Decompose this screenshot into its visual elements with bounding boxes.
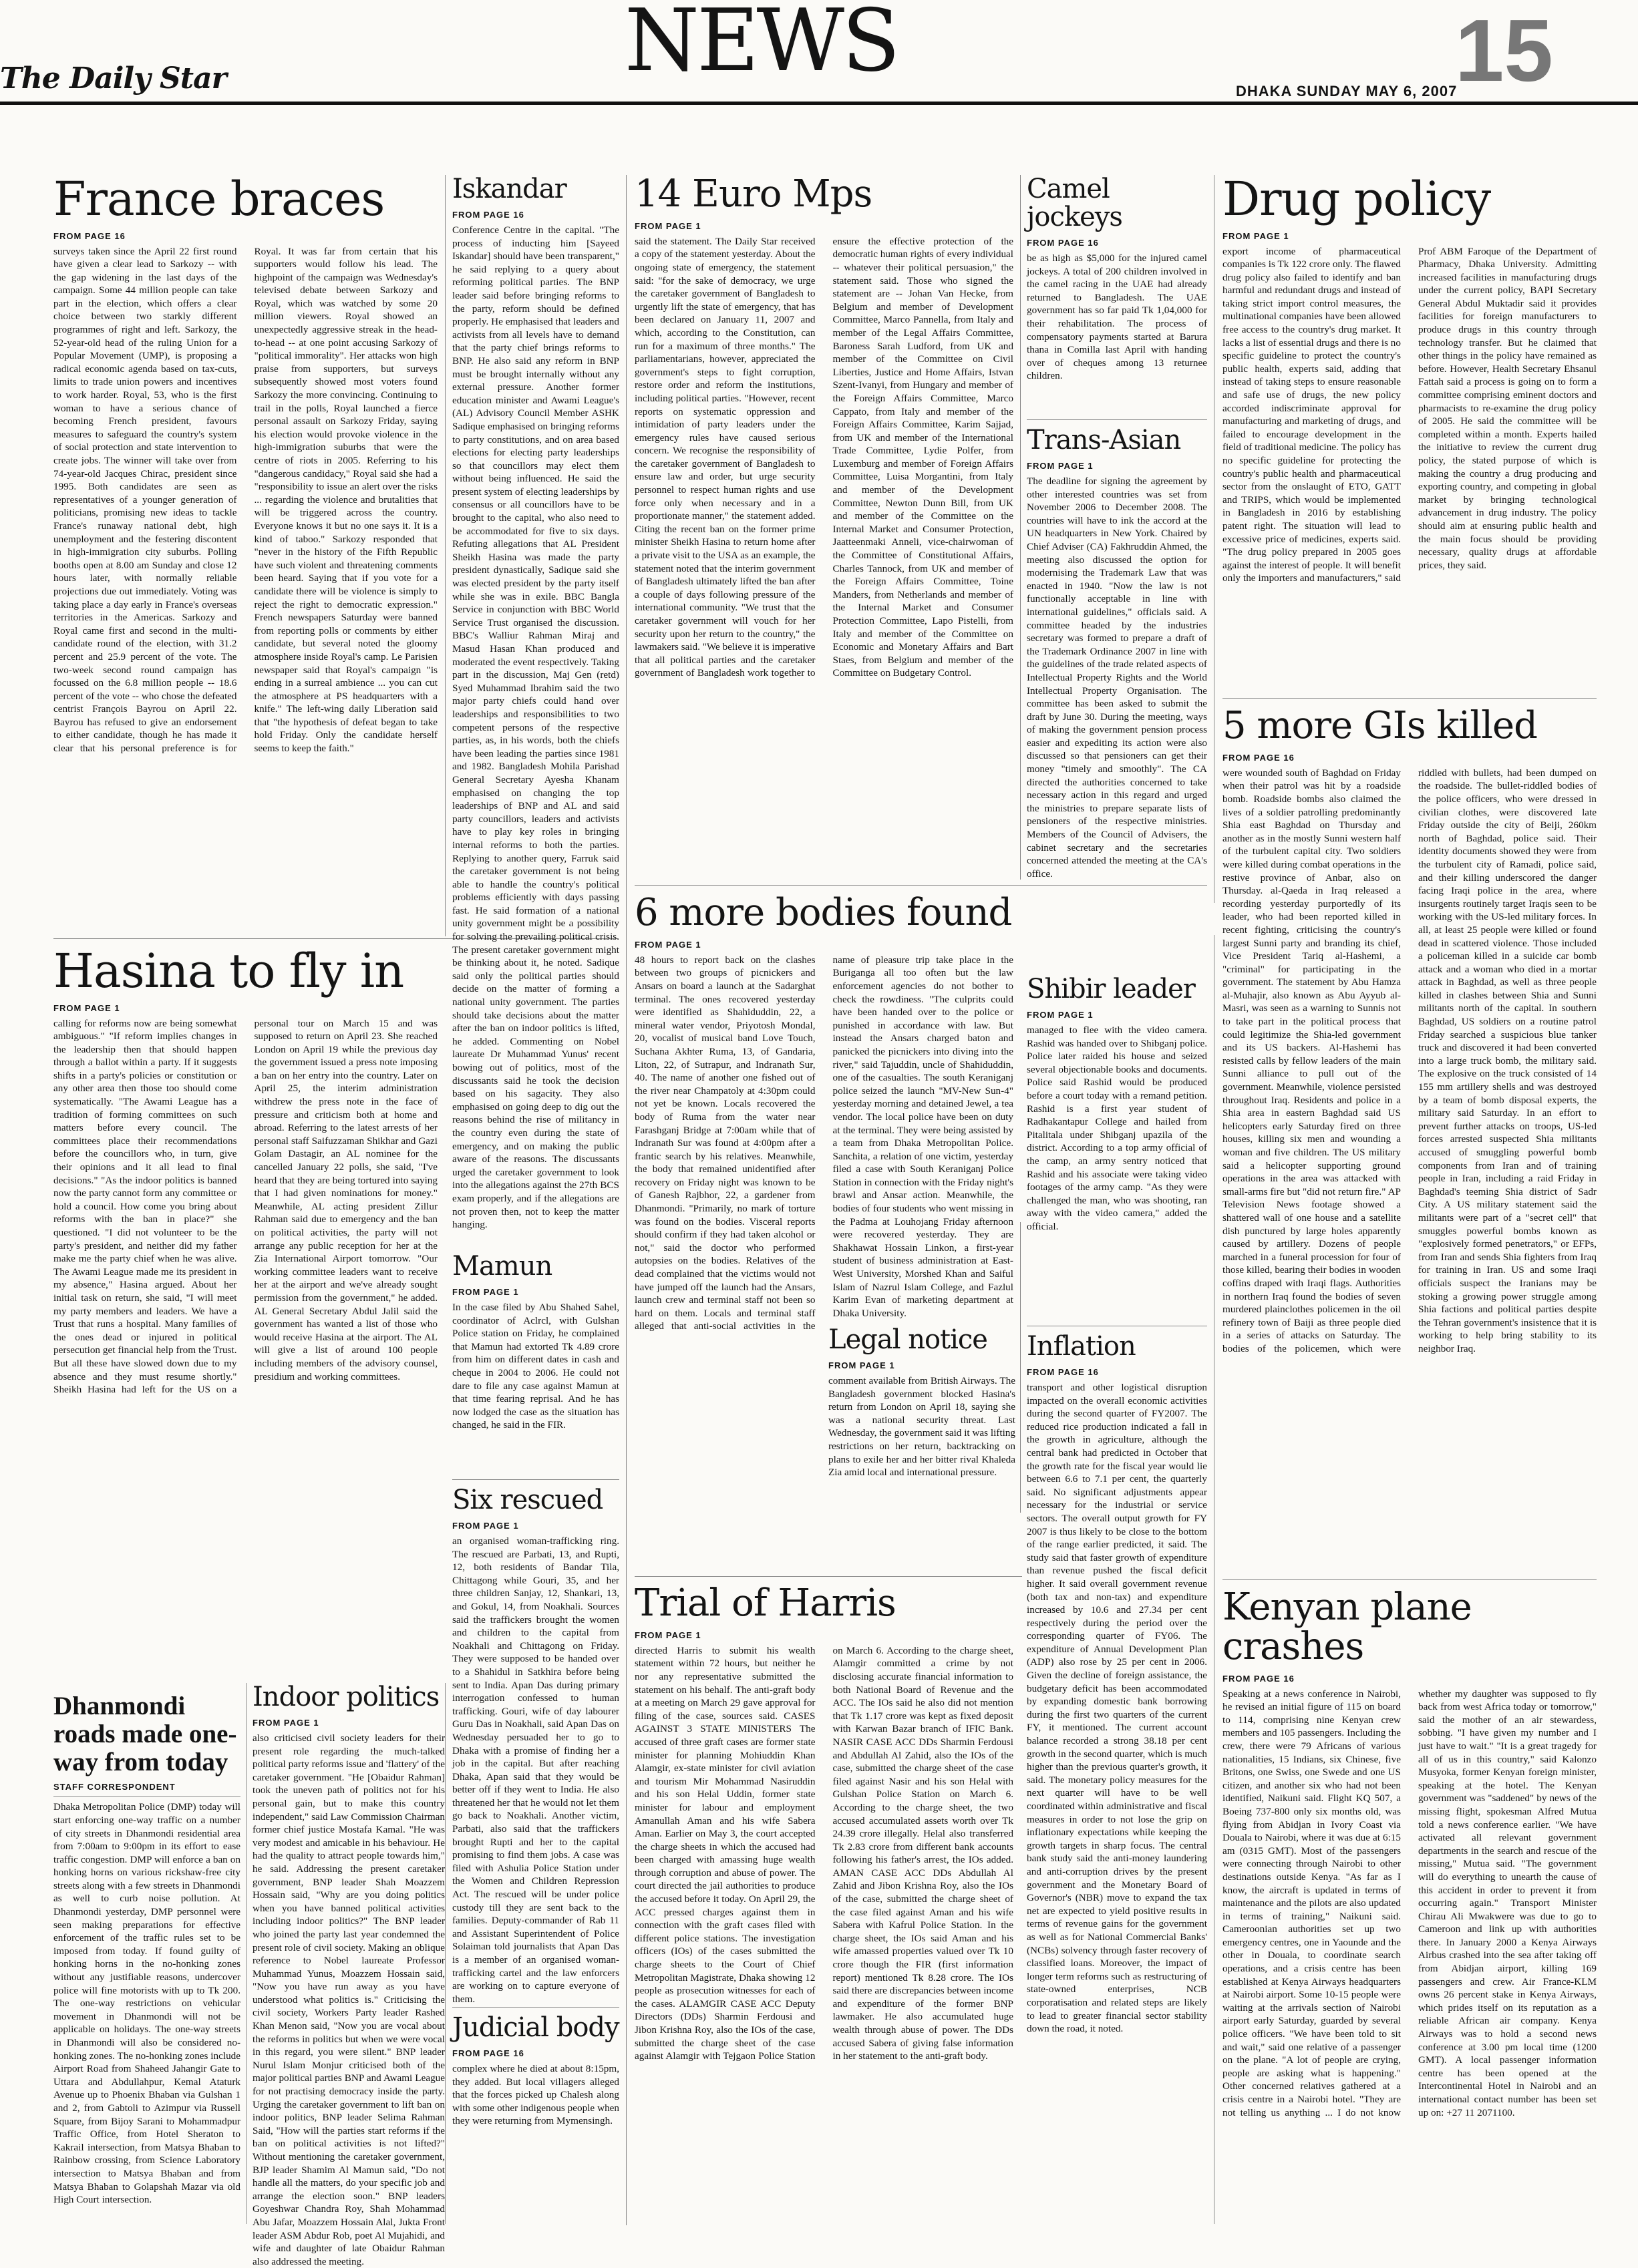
jump-line: FROM PAGE 1 bbox=[253, 1718, 319, 1728]
jump-line: FROM PAGE 1 bbox=[635, 939, 701, 950]
story-divider bbox=[1222, 1579, 1597, 1580]
story-headline: 14 Euro Mps bbox=[635, 172, 872, 216]
jump-line: FROM PAGE 1 bbox=[452, 1521, 519, 1531]
story-body: be as high as $5,000 for the injured camel jockeys. A total of 200 children involved in the camel racing in the UAE had already returned to Bangladesh. The UAE government has so far paid Tk 1,04,000 for their rehabilitation. The process of compensatory payments started at Barura thana in Comilla last April with handing over of cheques among 13 returnee children. bbox=[1027, 252, 1207, 382]
jump-line: FROM PAGE 1 bbox=[53, 1002, 120, 1013]
column-divider bbox=[626, 175, 627, 2225]
jump-line: FROM PAGE 16 bbox=[1027, 238, 1099, 248]
story-body: In the case filed by Abu Shahed Sahel, coordinator of Aclrcl, with Gulshan Police station on Friday, he complained that Mamun had extorted Tk 4.89 crore from him on different dates in cash and cheque in 2004 to 2006. He could not dare to file any case against Mamun at that time fearing reprisal. And he has now lodged the case as the situation has changed, he said in the FIR. bbox=[452, 1302, 619, 1431]
section-title: NEWS bbox=[625, 0, 898, 91]
jump-line: FROM PAGE 1 bbox=[1027, 461, 1094, 471]
story-body: Conference Centre in the capital. "The process of inducting him [Sayeed Iskandar] should have been transparent," he said replying to a query about reforming political parties. The BNP leader said before bringing reforms to the party, reform should be defined properly. He emphasised that leaders and activists from all levels have to demand that the party chief brings reforms to BNP. He also said any reform in BNP must be brought internally without any external pressure. Another former education minister and Awami League's (AL) Advisory Council Member ASHK Sadique emphasised on bringing reforms to party constitutions, and on area based elections for electing party leaderships so that councillors may elect them without being influenced. He said the present system of electing leaderships by consensus or all councillors have to be brought to the capital, who also need to be accommodated for five to six days. Refuting allegations that AL President Sheikh Hasina was made the party president dynastically, Sadique said she was elected president by the party itself while she was in exile. BBC Bangla Service in conjunction with BBC World Service Trust organised the discussion. BBC's Walliur Rahman Miraj and Masud Hasan Khan produced and moderated the event respectively. Taking part in the discussion, Maj Gen (retd) Syed Muhammad Ibrahim said the two major party chiefs could hand over leaderships and responsibilities to two competent persons of the respective parties, as, in his words, both the chiefs have been leading the parties since 1981 and 1982. Bangladesh Mohila Parishad General Secretary Ayesha Khanam emphasised on changing the top leaderships of BNP and AL and said party councillors, leaders and activists have to play key roles in bringing internal reforms to both the parties. Replying to another query, Farruk said the caretaker government is not being able to handle the country's political problems efficiently with days passing fast. He said formation of a national unity government might be a possibility for solving the prevailing political crisis. The present caretaker government might be thinking about it, he noted. Sadique said only the political parties should decide on the matter of forming a national unity government. The parties should take decisions about the matter after the ban on indoor politics is lifted, he added. Commenting on Nobel laureate Dr Muhammad Yunus' recent bowing out of politics, most of the discussants said he took the decision based on his sagacity. They also emphasised on going deep to dig out the reasons behind the rise of militancy in the country even during the state of emergency, and on making the public aware of the reasons. The discussants urged the caretaker government to look into the allegations against the 27th BCS exam properly, and if the allegations are not proven then, not to keep the matter hanging. bbox=[452, 224, 619, 1231]
story-indoor bbox=[253, 1682, 445, 2267]
story-headline: Camel jockeys bbox=[1027, 174, 1122, 232]
story-body: directed Harris to submit his wealth statement within 72 hours, but neither he nor any representative submitted the statement on his behalf. The anti-graft body at a meeting on March 29 gave approval for filing of the case, sources said. CASES AGAINST 3 STATE MINISTERS The accused of three graft cases are former state minister for planning Mohiuddin Khan Alamgir, ex-state minister for civil aviation and tourism Mir Mohammad Nasiruddin and his son Helal Uddin, former state minister for labour and employment Amanullah Aman and his wife Sabera Aman. Earlier on May 3, the court accepted the charge sheets in which the accused had been charged with amassing huge wealth through corruption and abuse of power. The court directed the jail authorities to produce the accused before it today. On April 29, the ACC pressed charges against them in connection with the graft cases filed with different police stations. The investigation officers (IOs) of the cases submitted the charge sheets to the Court of Chief Metropolitan Magistrate, Dhaka showing 12 people as prosecution witnesses for each of the cases. ALAMGIR CASE ACC Deputy Directors (DDs) Sharmin Ferdousi and Jibon Krishna Roy, also the IOs of the case, submitted the charge sheet of the case against Alamgir with Tejgaon Police Station on March 6. According to the charge sheet, Alamgir committed a crime by not disclosing accurate financial information to both National Board of Revenue and the ACC. The IOs said he also did not mention that Tk 1.17 crore was kept as fixed deposit with Karwan Bazar branch of IFIC Bank. NASIR CASE ACC DDs Sharmin Ferdousi and Abdullah Al Zahid, also the IOs of the case, submitted the charge sheet of the case filed against Nasir and his son Helal with Gulshan Police Station on March 6. According to the charge sheet, the two accused accumulated assets worth over Tk 24.39 crore illegally. Helal also transferred Tk 2.83 crore from different bank accounts following his father's arrest, the IOs added. AMAN CASE ACC DDs Abdullah Al Zahid and Jibon Krishna Roy, also the IOs of the case, submitted the charge sheet of the case filed against Aman and his wife Sabera with Kafrul Police Station. In the charge sheet, the IOs said Aman and his wife amassed properties valued over Tk 10 crore though the FIR (first information report) mentioned Tk 8.28 crore. The IOs said there are discrepancies between income and expenditure of the former BNP lawmaker. He also accumulated huge wealth through abuse of power. The DDs accused Sabera of giving false information in her statement to the anti-graft body. bbox=[635, 1644, 1013, 2062]
story-divider bbox=[1222, 698, 1597, 699]
story-body: comment available from British Airways. The Bangladesh government blocked Hasina's return from London on April 18, saying she was a national security threat. Last Wednesday, the government said it was lifting restrictions on her return, backtracking on plans to exile her and her bitter rival Khaleda Zia amid local and international pressure. bbox=[828, 1375, 1015, 1479]
story-body: surveys taken since the April 22 first round have given a clear lead to Sarkozy -- with the gap widening in the last days of the campaign. Some 44 million people can take part in the election, which offers a clear choice between two starkly different programmes of right and left. Sarkozy, the 52-year-old head of the ruling Union for a Popular Movement (UMP), is proposing a radical economic agenda based on tax-cuts, limits to trade union powers and incentives to work harder. Royal, 53, who is the first woman to have a serious chance of becoming French president, favours measures to safeguard the country's system of social protection and state intervention to create jobs. The winner will take over from 74-year-old Jacques Chirac, president since 1995. Both candidates are seen as representatives of a younger generation of politicians, promising new ideas to tackle France's runaway national debt, high unemployment and the festering discontent in high-immigration city suburbs. Polling booths open at 8.00 am Sunday and close 12 hours later, with normally reliable projections due out immediately. Voting was taking place a day early in France's overseas territories in the Americas. Sarkozy and Royal came first and second in the multi-candidate round of the election, with 31.2 percent and 25.9 percent of the vote. The two-week second round campaign has focussed on the 6.8 million people -- 18.6 percent of the vote -- who chose the defeated centrist François Bayrou on April 22. Bayrou has refused to give an endorsement to either candidate, though he has made it clear that his personal preference is for Royal. It was far from certain that his supporters would follow his lead. The highpoint of the campaign was Wednesday's televised debate between Sarkozy and Royal, which was watched by some 20 million viewers. Royal showed an unexpectedly aggressive streak in the head-to-head -- at one point accusing Sarkozy of "political immorality". Her attacks won high praise from supporters, but surveys subsequently showed most voters found Sarkozy the more convincing. Continuing to trail in the polls, Royal launched a fierce personal assault on Sarkozy Friday, saying his election would provoke violence in the high-immigration suburbs that were the centre of riots in 2005. Referring to his "dangerous candidacy," Royal said she had a "responsibility to issue an alert over the risks ... regarding the violence and brutalities that will be triggered across the country. Everyone knows it but no one says it. It is a kind of taboo." Sarkozy responded that "never in the history of the Fifth Republic have such violent and threatening comments been heard. Saying that if you vote for a candidate there will be violence is simply to reject the right to democratic expression." French newspapers Saturday were banned from reporting polls or comments by either candidate, but several noted the gloomy atmosphere inside Royal's camp. Le Parisien newspaper said that Royal's campaign "is ending in a surreal ambience ... you can cut the atmosphere at PS headquarters with a knife." The left-wing daily Liberation said that "the hypothesis of defeat began to take hold Friday. Only the candidate herself seems to keep the faith." bbox=[53, 245, 438, 755]
story-dhanmondi bbox=[53, 1683, 240, 2224]
story-divider bbox=[1027, 419, 1207, 420]
story-headline: Dhanmondi roads made one-way from today bbox=[53, 1692, 237, 1777]
story-six-rescued bbox=[452, 1485, 619, 2005]
jump-line: FROM PAGE 16 bbox=[452, 210, 524, 220]
story-divider bbox=[452, 2007, 619, 2008]
story-body: an organised woman-trafficking ring. The rescued are Parbati, 13, and Rupti, 12, both residents of Bandar Tila, Chittagong while Gouri, 35, and her three children Sanjay, 12, Shankari, 13, and Gokul, 14, from Noakhali. Sources said the traffickers brought the women and children to the capital from Noakhali and Chittagong on Friday. They were supposed to be handed over to a Shahidul in Satkhira before being sent to India. Apan Das during primary interrogation confessed to human trafficking. Gouri, wife of day labourer Guru Das in Noakhali, said Apan Das on Wednesday persuaded her to go to Dhaka with a promise of finding her a job in the capital. But after reaching Dhaka, Apan said that they would be better off if they went to India. He also threatened her that he would not let them go back to Noakhali. Another victim, Parbati, also said that the traffickers brought Rupti and her to the capital promising to find them jobs. A case was filed with Ashulia Police Station under the Women and Children Repression Act. The rescued will be under police custody till they are sent back to the families. Deputy-commander of Rab 11 and Assistant Superintendent of Police Solaiman told journalists that Apan Das is a member of an organised woman-trafficking cartel and the law enforcers are working on to capture everyone of them. bbox=[452, 1535, 619, 2005]
story-france bbox=[53, 172, 438, 936]
jump-line: FROM PAGE 1 bbox=[1027, 1010, 1094, 1020]
jump-line: FROM PAGE 16 bbox=[1027, 1367, 1099, 1377]
jump-line: FROM PAGE 1 bbox=[452, 1287, 519, 1297]
column-divider bbox=[445, 175, 446, 936]
story-camel bbox=[1027, 175, 1207, 415]
story-body: were wounded south of Baghdad on Friday when their patrol was hit by a roadside bomb. Roadside bombs also claimed the lives of a soldier patrolling predominantly Shia east Baghdad on Thursday and another as in the mostly Sunni western half of the turbulent capital city. Two soldiers were killed during combat operations in the restive province of Anbar, also on Thursday. al-Qaeda in Iraq released a recording yesterday purportedly of its leader, who had been reported killed in recent fighting, criticising the country's largest Sunni party and branding its chief, Vice President Tariq al-Hashemi, a "criminal" for participating in the government. The statement by Abu Hamza al-Muhajir, also known as Abu Ayyub al-Masri, was seen as a warning to Sunnis not to take part in the political process that could legitimize the Shia-led government and its US backers. Al-Hashemi has resisted calls by fellow leaders of the main Sunni alliance to pull out of the government. Meanwhile, violence persisted throughout Iraq. Residents and police in a Shia area in eastern Baghdad said US helicopters early Saturday fired on three houses, killing six men and wounding a woman and five children. The US military said a helicopter supporting ground operations in the area was attacked with small-arms fire but "did not return fire." AP Television News footage showed a shattered wall of one house and a satellite dish punctured by large holes apparently caused by artillery. Dozens of people marched in a funeral procession for four of those killed, bearing their bodies in wooden coffins draped with Iraqi flags. Authorities in northern Iraq found the bodies of seven murdered plainclothes policemen in the oil refinery town of Baiji as three people died in a series of attacks on Saturday. The bodies of the policemen, which were riddled with bullets, had been dumped on the roadside. The bullet-riddled bodies of the police officers, who were dressed in civilian clothes, were discovered late Friday outside the city of Beiji, 260km north of Baghdad, police said. Their identity documents showed they were from the turbulent city of Ramadi, police said, and their killing underscored the danger facing Iraqi police in the area, where insurgents routinely target Iraqis seen to be working with the US-led military forces. In all, at least 25 people were killed or found dead in scattered violence. Those included a policeman killed in a suicide car bomb attack and a woman who died in a mortar attack in Baghdad, as well as three people killed in clashes between Shia and Sunni militants north of the capital. In southern Baghdad, US soldiers on a routine patrol Friday searched a suspicious blue tanker truck and discovered it had been converted into a large truck bomb, the military said. The explosive on the truck consisted of 14 155 mm artillery shells and was destroyed by a team of bomb disposal experts, the military said Saturday. In an effort to prevent further attacks on troops, US-led forces arrested suspected Shia militants accused of smuggling powerful bomb components from Iran and of training people in Iran, including a raid Friday in Baghdad's teeming Shia district of Sadr City. A US military statement said the militants were part of a "secret cell" that smuggles powerful bombs known as "explosively formed penetrators," or EFPs, from Iran and sends Shia fighters from Iraq for training in Iran. US and some Iraqi officials suspect the Iranians may be stoking a growing power struggle among Shia factions and political parties despite the Tehran government's insistence that it is working to help bring stability to its neighbor Iraq. bbox=[1222, 767, 1597, 1354]
page-number: 15 bbox=[1455, 1, 1553, 100]
story-headline: Six rescued bbox=[452, 1485, 603, 1515]
story-body: calling for reforms now are being somewhat ambiguous." "If reform implies changes in the leadership then that should happen through a ballot within a party. If it suggests shifts in a party's policies or constitution or any other area then those too should come systematically. "The Awami League has a tradition of forming committees on such matters before every council. The committees place their recommendations before the councillors who, in turn, give their opinions and it all lead to final decisions." "As the indoor politics is banned now the party cannot form any committee or hold a council. How come you bring about reforms with the ban in place?" she questioned. "I did not volunteer to be the party's president, and neither did my father make me the party chief when he was alive. The Awami League made me its president in my absence," Hasina argued. About her initial task on return, she said, "I will meet my party members and leaders. We have a Trust that runs a hospital. Many families of the ones dead or injured in political persecution get financial help from the Trust. But all these have slowed down due to my absence and they must resume shortly." Sheikh Hasina had left for the US on a personal tour on March 15 and was supposed to return on April 23. She reached London on April 19 while the previous day the government issued a press note imposing a ban on her entry into the country. Later on April 25, the interim administration withdrew the press note in the face of pressure and criticism both at home and abroad. Referring to the latest arrests of her personal staff Saifuzzaman Shikhar and Gazi Golam Dastagir, an AL nominee for the cancelled January 22 polls, she said, "I've heard that they are being tortured into saying that I had given nominations for money." Meanwhile, AL acting president Zillur Rahman said due to emergency and the ban on political activities, the party will not arrange any public reception for her at the Zia International Airport tomorrow. "Our working committee leaders want to receive her at the airport and we've already sought permission from the government," he added. AL General Secretary Abdul Jalil said the government has wanted a list of those who would receive Hasina at the airport. The AL will give a list of around 100 people including members of the advisory counsel, presidium and working committees. bbox=[53, 1017, 438, 1396]
story-headline: Hasina to fly in bbox=[53, 944, 404, 998]
dateline: DHAKA SUNDAY MAY 6, 2007 bbox=[1236, 83, 1458, 100]
story-body: Speaking at a news conference in Nairobi, he revised an initial figure of 115 on board to 114, comprising nine Kenyan crew members and 105 passengers. Including the crew, there were 79 Africans of various nationalities, 15 Indians, six Chinese, five Britons, one Swiss, one Swede and one US citizen, and another six who had not been identified, Naikuni said. Flight KQ 507, a Boeing 737-800 only six months old, was flying from Abidjan in Ivory Coast via Douala to Nairobi, where it was due at 6:15 am (0315 GMT). Most of the passengers were connecting through Nairobi to other destinations outside Kenya. "As far as I know, the aircraft is updated in terms of maintenance and the pilots are also updated in terms of training," Naikuni said. Cameroonian authorities set up two emergency centres, one in Yaounde and the other in Douala, to coordinate search operations, and a crisis centre has been established at Kenya Airways headquarters at Nairobi airport. Some 10-15 people were waiting at the arrivals section of Nairobi airport early Saturday, guarded by several police officers. "We have been told to sit and wait," said one relative of a passenger on the plane. "A lot of people are crying, people are asking what is happening." Other concerned relatives gathered at a crisis centre in a Nairobi hotel. "They are not telling us anything ... I do not know whether my daughter was supposed to fly back from west Africa today or tomorrow," said the mother of an air stewardess, sobbing. "I have given my number and I just have to wait." "It is a great tragedy for all of us in this country," said Kalonzo Musyoka, former Kenyan foreign minister, speaking at the hotel. The Kenyan government was "saddened" by news of the missing flight, spokesman Alfred Mutua told a news conference earlier. "We have activated all relevant government departments in the search and rescue of the missing," Mutua said. "The government will do everything to unearth the cause of this accident in order to prevent it from occurring again." Transport Minister Chirau Ali Mwakwere was due to go to Cameroon and link up with authorities there. In January 2000 a Kenya Airways Airbus crashed into the sea after taking off from Abidjan airport, killing 169 passengers and crew. Air France-KLM owns 26 percent stake in Kenya Airways, which prides itself on its reputation as a reliable African air company. Kenya Airways was to hold a second news conference at 3.00 pm local time (1200 GMT). A local passenger information centre has been opened at the Intercontinental Hotel in Nairobi and an international contact number has been set up on: +27 11 2071100. bbox=[1222, 1688, 1597, 2118]
story-headline: Legal notice bbox=[828, 1324, 987, 1355]
story-judicial bbox=[452, 2014, 619, 2224]
story-drug-policy bbox=[1222, 172, 1597, 693]
story-divider bbox=[452, 1479, 619, 1480]
masthead bbox=[0, 0, 1557, 100]
story-headline: Mamun bbox=[452, 1251, 552, 1282]
story-headline: 5 more GIs killed bbox=[1222, 704, 1538, 747]
story-mamun bbox=[452, 1252, 619, 1473]
story-body: export income of pharmaceutical companies is Tk 122 crore only. The flawed drug policy also failed to identify and ban harmful and redundant drugs and instead of taking strict import control measures, the multinational companies have been allowed free access to the country's drug market. It lacks a list of essential drugs and there is no specific guideline to protect the country's public health, experts said, adding that instead of taking steps to ensure reasonable and safe use of drugs, the new policy accorded indiscriminate approval for manufacturing and marketing of drugs, and failed to encourage development in the field of traditional medicine. The policy has no specific guideline for protecting the country's public health and pharmaceutical sector from the onslaught of ETO, GATT and TRIPS, which would be implemented in Bangladesh in 2016 by establishing patent right. The situation will lead to excessive price of medicines, experts said. "The drug policy prepared in 2005 goes against the interest of people. It will benefit only the importers and manufacturers," said Prof ABM Faroque of the Department of Pharmacy, Dhaka University. Admitting increased facilities in manufacturing drugs under the current policy, BAPI Secretary General Abdul Muktadir said it provides facilities for foreign manufacturers to produce drugs in this country through technology transfer. But he claimed that other things in the policy have remained as before. However, Health Secretary Ehsanul Fattah said a process is going on to form a committee comprising eminent doctors and pharmacists to re-examine the drug policy of 2005. He said the committee will be completed within a month. Experts hailed the initiative to review the current drug policy, the stated purpose of which is making the country a drug producing and exporting country, and competing in global market by bringing technological advancement in drug industry. The policy should aim at ensuring public health and the main focus should be providing necessary, quality drugs at affordable prices, they said. bbox=[1222, 245, 1597, 584]
story-headline: Inflation bbox=[1027, 1331, 1136, 1362]
story-harris bbox=[635, 1581, 1013, 2224]
story-headline: Drug policy bbox=[1222, 172, 1491, 226]
story-divider bbox=[635, 885, 1207, 886]
story-headline: Trial of Harris bbox=[635, 1581, 896, 1625]
story-headline: Trans-Asian bbox=[1027, 425, 1181, 455]
byline: STAFF CORRESPONDENT bbox=[53, 1782, 240, 1797]
story-gis-killed bbox=[1222, 704, 1597, 1575]
story-hasina bbox=[53, 944, 438, 1675]
story-body: transport and other logistical disruption impacted on the overall economic activities during the second quarter of FY2007. The reduced rice production indicated a fall in the growth in agriculture, although the central bank had predicted in October that the growth rate for the fiscal year would lie between 6.6 to 7.1 per cent, the quarterly said. No significant adjustments appear necessary for the industrial or service sectors. The overall output growth for FY 2007 is thus likely to be close to the bottom of the range earlier predicted, it said. The study said that faster growth of expenditure than revenue pushed the fiscal deficit higher. It said overall government revenue (both tax and non-tax) and expenditure increased by 10.6 and 27.34 per cent respectively during the period over the corresponding quarter of FY06. The expenditure of Annual Development Plan (ADP) also rose by 25 per cent in 2006. Given the decline of foreign assistance, the budgetary deficit has been accommodated by expanding domestic bank borrowing during the first two quarters of the current FY, it mentioned. The current account balance recorded a strong 38.18 per cent growth in the second quarter, which is much higher than the previous quarter's growth, it said. The monetary policy measures for the next quarter will have to be well coordinated within administrative and fiscal measures in order to not lose the grip on inflationary expectations while keeping the growth targets in sharp focus. The central bank study said the anti-money laundering and anti-corruption drives by the present government and the Monetary Board of Governor's (NBR) move to expand the tax net are expected to yield positive results in terms of revenue gains for the government as well as for National Commercial Banks' (NCBs) solvency through faster recovery of classified loans. Moreover, the impact of longer term reforms such as restructuring of state-owned enterprises, NCB corporatisation and related steps are likely to lead to greater financial sector stability down the road, it noted. bbox=[1027, 1382, 1207, 2035]
story-inflation bbox=[1027, 1332, 1207, 2224]
story-headline: France braces bbox=[53, 172, 385, 226]
story-body: managed to flee with the video camera. Rashid was handed over to Shibganj police. Police later raided his house and seized several objectionable books and documents. Police said Rashid would be produced before a court today with a remand petition. Rashid is a first year student of Radhakantapur College and hailed from Pitalitala under Shibganj upazila of the district. According to a top army official of the camp, an army sentry noticed that Rashid and his associate were taking video footages of the army camp. "As they were challenged the man, who was shooting, ran away with the video camera," added the official. bbox=[1027, 1024, 1207, 1232]
story-body: said the statement. The Daily Star received a copy of the statement yesterday. About the ongoing state of emergency, the statement said: "for the sake of democracy, we urge the caretaker government of Bangladesh to urgently lift the state of emergency, that has been declared on January 11, 2007 and which, according to the Constitution, can run for a maximum of three months." The parliamentarians, however, appreciated the government's steps to fight corruption, restore order and reform the institutions, including political parties. "However, recent reports on systematic oppression and intimidation of party leaders under the emergency rules have caused serious concern. We recognise the responsibility of the caretaker government of Bangladesh to ensure law and order, but urge security personnel to respect human rights and use force only when necessary and in a proportionate manner," the statement added. Citing the recent ban on the former prime minister Sheikh Hasina to return home after a private visit to the USA as an example, the statement noted that the interim government of Bangladesh ultimately lifted the ban after a couple of days following pressure of the international community. "We trust that the caretaker government will vouch for her security upon her return to the country," the lawmakers said. "We believe it is imperative that all political parties and the caretaker government of Bangladesh work together to ensure the effective protection of the democratic human rights of every individual -- whatever their political persuasion," the statement said. Those who signed the statement are -- Johan Van Hecke, from Belgium and member of Development Committee, Marco Pannella, from Italy and member of the Legal Affairs Committee, Baroness Sarah Ludford, from UK and member of the Committee on Civil Liberties, Justice and Home Affairs, Istvan Szent-Ivanyi, from Hungary and member of the Foreign Affairs Committee, Marco Cappato, from Italy and member of the Foreign Affairs Committee, Karim Sajjad, from UK and member of the International Trade Committee, Lydie Polfer, from Luxemburg and member of Foreign Affairs Committee, Luisa Morgantini, from Italy and member of the Development Committee, Newton Dunn Bill, from UK and member of the Committee on the Internal Market and Consumer Protection, Jaatteenmaki Anneli, vice-chairwoman of the Committee of Constitutional Affairs, Charles Tannock, from UK and member of the Foreign Affairs Committee, Toine Manders, from Netherlands and member of the Internal Market and Consumer Protection Committee, Lapo Pistelli, from Italy and member of the Committee on Economic and Monetary Affairs and Bart Staes, from Belgium and member of the Committee on Budgetary Control. bbox=[635, 235, 1013, 679]
story-body: also criticised civil society leaders for their present role regarding the much-talked political party reforms issue and 'flattery' of the caretaker government. "He [Obaidur Rahman] took the uneven path of politics not for his personal gain, but to make this country independent," said Law Commission Chairman former chief justice Mostafa Kamal. "He was very modest and amicable in his behaviour. He had the quality to attract people towards him," he said. Addressing the present caretaker government, BNP leader Shah Moazzem Hossain said, "Why are you doing politics when you have banned political activities including indoor politics?" The BNP leader who joined the party last year condemned the present role of civil society. Making an oblique reference to Nobel laureate Professor Muhammad Yunus, Moazzem Hossain said, "Now you have run away as you have understood what politics is." Criticising the civil society, Workers Party leader Rashed Khan Menon said, "Now you are vocal about the reforms in politics but when we were vocal in this regard, you were silent." BNP leader Nurul Islam Monjur criticised both of the major political parties BNP and Awami League for not practising democracy inside the party. Urging the caretaker government to lift ban on indoor politics, BNP leader Selima Rahman Said, "How will the parties start reforms if the ban on political activities is not lifted?" Without mentioning the caretaker government, BJP leader Shamim Al Mamun said, "Do not handle all the matters, do your specific job and arrange the election soon." BNP leaders Goyeshwar Chandra Roy, Shah Mohammad Abu Jafar, Moazzem Hossain Alal, Jukta Front leader ASM Abdur Rob, poet Al Mujahidi, and wife and daughter of late Obaidur Rahman also addressed the meeting. bbox=[253, 1732, 445, 2267]
masthead-rule bbox=[0, 102, 1638, 105]
story-trans-asian bbox=[1027, 426, 1207, 880]
story-body: Dhaka Metropolitan Police (DMP) today will start enforcing one-way traffic on a number of city streets in Dhanmondi residential area from 7:00am to 9:00pm in its effort to ease traffic congestion. DMP will enforce a ban on honking horns on various rickshaw-free city streets along with a few streets in Dhanmondi as well to curb noise pollution. At Dhanmondi yesterday, DMP personnel were seen making preparations for effective enforcement of the traffic rules set to be imposed from today. If found guilty of honking horns in the no-honking zones without any justifiable reasons, undercover police will fine motorists with up to Tk 200. The one-way restrictions on vehicular movement in Dhanmondi will not be applicable on holidays. The one-way streets in Dhanmondi will also be considered no-honking zones. The no-honking zones include Airport Road from Shaheed Jahangir Gate to Uttara and Abdullahpur, Kemal Ataturk Avenue up to Phoenix Bhaban via Gulshan 1 and 2, from Gabtoli to Azimpur via Russell Square, from Bijoy Sarani to Mohammadpur Traffic Office, from Hotel Sheraton to Kakrail intersection, from Matsya Bhaban to Rainbow crossing, from Science Laboratory intersection to Matsya Bhaban and from Matsya Bhaban to Golapshah Mazar via old High Court intersection. bbox=[53, 1801, 240, 2206]
story-headline: Indoor politics bbox=[253, 1682, 440, 1712]
story-headline: Shibir leader bbox=[1027, 974, 1195, 1004]
story-iskandar bbox=[452, 175, 619, 1244]
newspaper-logo: The Daily Star bbox=[0, 61, 226, 96]
column-divider bbox=[445, 1683, 446, 2224]
story-headline: 6 more bodies found bbox=[635, 891, 1012, 934]
jump-line: FROM PAGE 16 bbox=[1222, 752, 1295, 763]
jump-line: FROM PAGE 1 bbox=[635, 220, 701, 231]
story-divider bbox=[635, 1576, 1022, 1577]
jump-line: FROM PAGE 16 bbox=[53, 230, 126, 241]
story-euro-mps bbox=[635, 172, 1013, 880]
story-body: The deadline for signing the agreement by other interested countries was set from November 2006 to December 2008. The countries will have to ink the accord at the UN headquarters in New York. Chaired by Chief Adviser (CA) Fakhruddin Ahmed, the meeting also discussed the option for modernising the Trademark Law that was enacted in 1940. "Now the law is not functionally acceptable in line with international guidelines," officials said. A committee headed by the industries secretary was formed to prepare a draft of the Trademark Ordinance 2007 in line with the guidelines of the trade related aspects of Intellectual Property Rights and the World Intellectual Property Organisation. The committee has been asked to submit the draft by June 30. During the meeting, ways of making the government pension process easier and expediting its action were also discussed so that pensioners can get their money "timely and smoothly". The CA directed the authorities concerned to take necessary action in this regard and urged the ministries to prepare separate lists of pensioners of the respective ministries. Members of the Council of Advisers, the cabinet secretary and the secretaries concerned attended the meeting at the CA's office. bbox=[1027, 476, 1207, 880]
story-headline: Kenyan plane crashes bbox=[1222, 1585, 1472, 1668]
story-headline: Iskandar bbox=[452, 174, 566, 204]
column-divider bbox=[246, 1683, 247, 2224]
column-divider bbox=[1020, 175, 1021, 880]
jump-line: FROM PAGE 1 bbox=[635, 1630, 701, 1640]
story-headline: Judicial body bbox=[452, 2012, 619, 2043]
story-body: 48 hours to report back on the clashes between two groups of picnickers and Ansars on board a launch at the Sadarghat terminal. The ones recovered yesterday were identified as Shahiduddin, 22, a mineral water vendor, Priyotosh Mondal, 20, vocalist of musical band Love Touch, Suchana Akhter Ruma, 13, of Gandaria, Liton, 22, of Sutrapur, and Indranath Sur, 40. The name of another one fished out of the river near Champatoly at 4:30pm could not yet be known. Locals recovered the body of Ruma from the water near Farashganj Bridge at 7:00am while that of Indranath Sur was found at 4:00pm after a frantic search by his relatives. Meanwhile, the body that remained unidentified after recovery on Friday night was known to be of Ganesh Rajbhor, 22, a gardener from Dhanmondi. "Primarily, no mark of torture was found on the bodies. Visceral reports should confirm if they had taken alcohol or not," said the doctor who performed autopsies on the bodies. Relatives of the dead complained that the victims would not have jumped off the launch had the Ansars, launch crew and terminal staff not been so hard on them. Locals and terminal staff alleged that anti-social activities in the name of pleasure trip take place in the Buriganga all too often but the law enforcement agencies do not bother to check the rowdiness. "The culprits could have been handed over to the police or punished in accordance with law. But instead the Ansars charged baton and panicked the picnickers into diving into the river," said Tajuddin, uncle of Shahiduddin, one of the casualties. The south Keraniganj police seized the launch "MV-New Sun-4" yesterday morning and detained Jewel, a tea vendor. The local police have been on duty at the terminal. They were being assisted by a team from Dhaka Metropolitan Police. Sanchita, a relation of one victim, yesterday filed a case with South Keraniganj Police Station in connection with the Friday night's brawl and Ansar action. Meanwhile, the bodies of four students who went missing in the Padma at Louhojang Friday afternoon were recovered yesterday. They are Shakhawat Hossain Linkon, a first-year student of business administration at East-West University, Morshed Khan and Saiful Islam of Nazrul Islam College, and Fazlul Karim Evan of marketing department at Dhaka University. bbox=[635, 954, 1013, 1332]
story-kenyan-plane bbox=[1222, 1585, 1597, 2224]
jump-line: FROM PAGE 16 bbox=[1222, 1673, 1295, 1684]
story-shibir bbox=[1027, 975, 1207, 1322]
jump-line: FROM PAGE 16 bbox=[452, 2048, 524, 2058]
story-legal-notice bbox=[828, 1326, 1015, 1566]
jump-line: FROM PAGE 1 bbox=[828, 1360, 895, 1370]
story-body: complex where he died at about 8:15pm, they added. But local villagers alleged that the forces picked up Chalesh along with some other indigenous people when they were returning from Mymensingh. bbox=[452, 2063, 619, 2127]
jump-line: FROM PAGE 1 bbox=[1222, 230, 1289, 241]
